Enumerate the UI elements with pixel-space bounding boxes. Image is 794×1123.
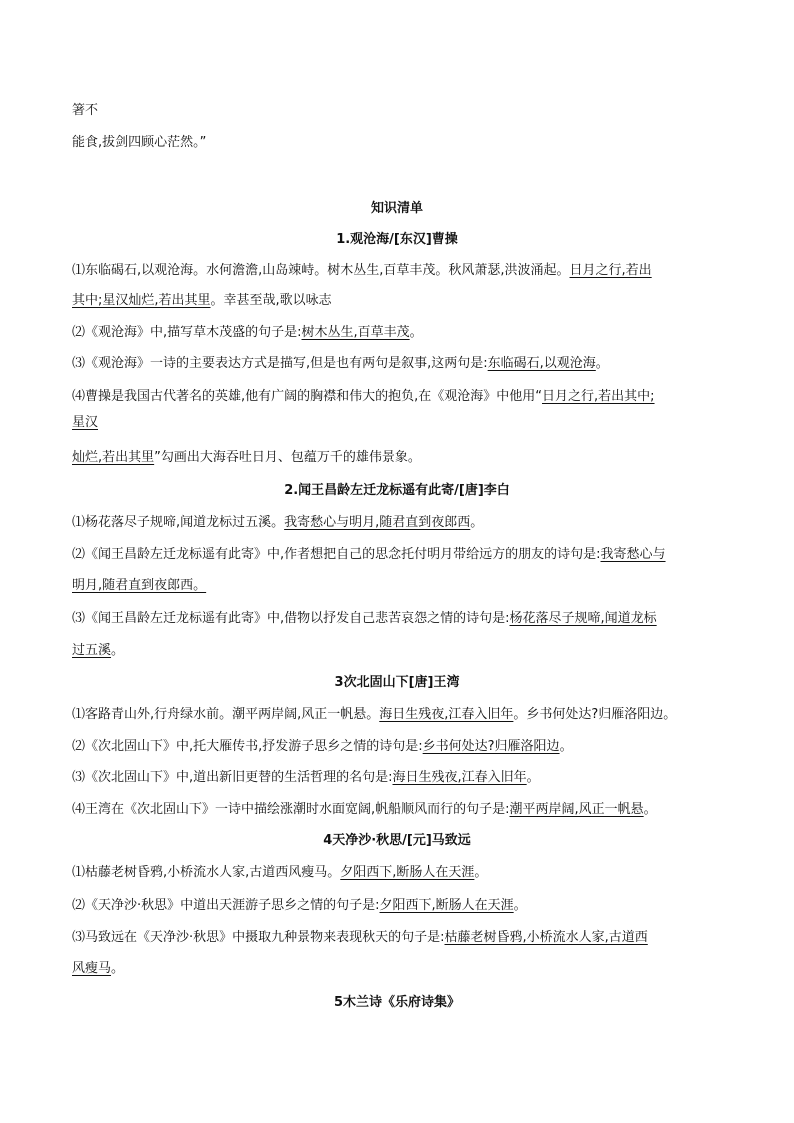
poem-2-question-2-line-2 (72, 576, 724, 596)
question: ⑵《闻王昌龄左迁龙标遥有此寄》中,作者想把自己的思念托付明月带给远方的朋友的诗句是: (72, 547, 601, 562)
answer: 树木丛生,百草丰茂 (301, 325, 410, 340)
poem-1-text-line-2 (72, 291, 724, 311)
text: 。 (111, 961, 125, 976)
intro-text: 能食,拔剑四顾心茫然。” (72, 135, 207, 150)
poem-2-question-3 (72, 609, 724, 629)
poem-1-question-4-line-2 (72, 413, 724, 433)
answer: 过五溪 (72, 643, 112, 658)
text: 。 (513, 898, 527, 913)
text: 。 (595, 356, 609, 371)
answer: 我寄愁心与 (600, 547, 666, 562)
answer: 潮平两岸阔,风正一帆悬 (509, 802, 644, 817)
poem-1-text-line-1 (72, 261, 724, 281)
answer: 日月之行,若出其中; (542, 389, 655, 404)
poem-4-question-2 (72, 896, 724, 916)
text: 。 (526, 770, 540, 785)
answer: 风瘦马 (72, 961, 112, 976)
poem-3-question-3 (72, 768, 724, 788)
answer: 日月之行,若出 (569, 263, 652, 278)
poem-2-heading: 2.闻王昌龄左迁龙标遥有此寄/[唐]李白 (284, 483, 510, 498)
text: 。 (643, 802, 657, 817)
answer: 枯藤老树昏鸦,小桥流水人家,古道西 (444, 930, 648, 945)
text: ⑴枯藤老树昏鸦,小桥流水人家,古道西风瘦马。 (72, 865, 341, 880)
poem-3-heading: 3次北固山下[唐]王湾 (334, 675, 460, 690)
question: ⑶《观沧海》一诗的主要表达方式是描写,但是也有两句是叙事,这两句是: (72, 356, 488, 371)
text: ⑴杨花落尽子规啼,闻道龙标过五溪。 (72, 515, 285, 530)
answer: 我寄愁心与明月,随君直到夜郎西 (284, 515, 471, 530)
answer: 夕阳西下,断肠人在天涯 (379, 898, 514, 913)
answer: 星汉 (72, 415, 99, 430)
question: ⑵《次北固山下》中,托大雁传书,抒发游子思乡之情的诗句是: (72, 739, 423, 754)
intro-line-2 (72, 133, 724, 153)
poem-1-question-4-line-3 (72, 448, 724, 468)
question: ⑵《天净沙·秋思》中道出天涯游子思乡之情的句子是: (72, 898, 380, 913)
poem-4-text-line-1 (72, 863, 724, 883)
text: 。 (470, 515, 484, 530)
poem-3-question-4 (72, 800, 724, 820)
answer: 明月,随君直到夜郎西。 (72, 578, 207, 593)
intro-text: 箸不 (72, 103, 99, 118)
text: 。 (409, 325, 423, 340)
poem-1-question-2 (72, 323, 724, 343)
answer: 灿烂,若出其里 (72, 450, 155, 465)
poem-1-question-4 (72, 387, 724, 407)
answer: 海日生残夜,江春入旧年 (379, 707, 514, 722)
answer: 海日生残夜,江春入旧年 (392, 770, 527, 785)
question: ⑵《观沧海》中,描写草木茂盛的句子是: (72, 325, 302, 340)
poem-2-text-line-1 (72, 513, 724, 533)
question: ⑷曹操是我国古代著名的英雄,他有广阔的胸襟和伟大的抱负,在《观沧海》中他用“ (72, 389, 543, 404)
answer: 乡书何处达?归雁洛阳边 (422, 739, 560, 754)
text: ⑴客路青山外,行舟绿水前。潮平两岸阔,风正一帆悬。 (72, 707, 380, 722)
question: ⑶马致远在《天净沙·秋思》中摄取九种景物来表现秋天的句子是: (72, 930, 445, 945)
text: 。 (474, 865, 488, 880)
poem-4-question-3 (72, 928, 724, 948)
question: ⑷王湾在《次北固山下》一诗中描绘涨潮时水面宽阔,帆船顺风而行的句子是: (72, 802, 510, 817)
poem-4-question-3-line-2 (72, 959, 724, 979)
question: ⑶《次北固山下》中,道出新旧更替的生活哲理的名句是: (72, 770, 393, 785)
answer: 东临碣石,以观沧海 (487, 356, 596, 371)
poem-3-question-2 (72, 737, 724, 757)
text: 。 (111, 643, 125, 658)
poem-1-heading: 1.观沧海/[东汉]曹操 (336, 232, 458, 247)
text: ⑴东临碣石,以观沧海。水何澹澹,山岛竦峙。树木丛生,百草丰茂。秋风萧瑟,洪波涌起。 (72, 263, 570, 278)
poem-1-question-3 (72, 354, 724, 374)
answer: 其中;星汉灿烂,若出其里 (72, 293, 211, 308)
text: ”勾画出大海吞吐日月、包蕴万千的雄伟景象。 (154, 450, 421, 465)
section-title: 知识清单 (370, 201, 423, 216)
poem-4-heading: 4天净沙·秋思/[元]马致远 (323, 833, 471, 848)
poem-2-question-2 (72, 545, 724, 565)
poem-3-text-line-1 (72, 705, 724, 725)
answer: 杨花落尽子规啼,闻道龙标 (509, 611, 657, 626)
poem-5-heading: 5木兰诗《乐府诗集》 (333, 995, 461, 1010)
intro-line-1 (72, 101, 724, 121)
text: 。 (559, 739, 573, 754)
answer: 夕阳西下,断肠人在天涯 (340, 865, 475, 880)
question: ⑶《闻王昌龄左迁龙标遥有此寄》中,借物以抒发自己悲苦哀怨之情的诗句是: (72, 611, 510, 626)
text: 。幸甚至哉,歌以咏志 (210, 293, 332, 308)
poem-2-question-3-line-2 (72, 641, 724, 661)
text: 。乡书何处达?归雁洛阳边。 (513, 707, 677, 722)
